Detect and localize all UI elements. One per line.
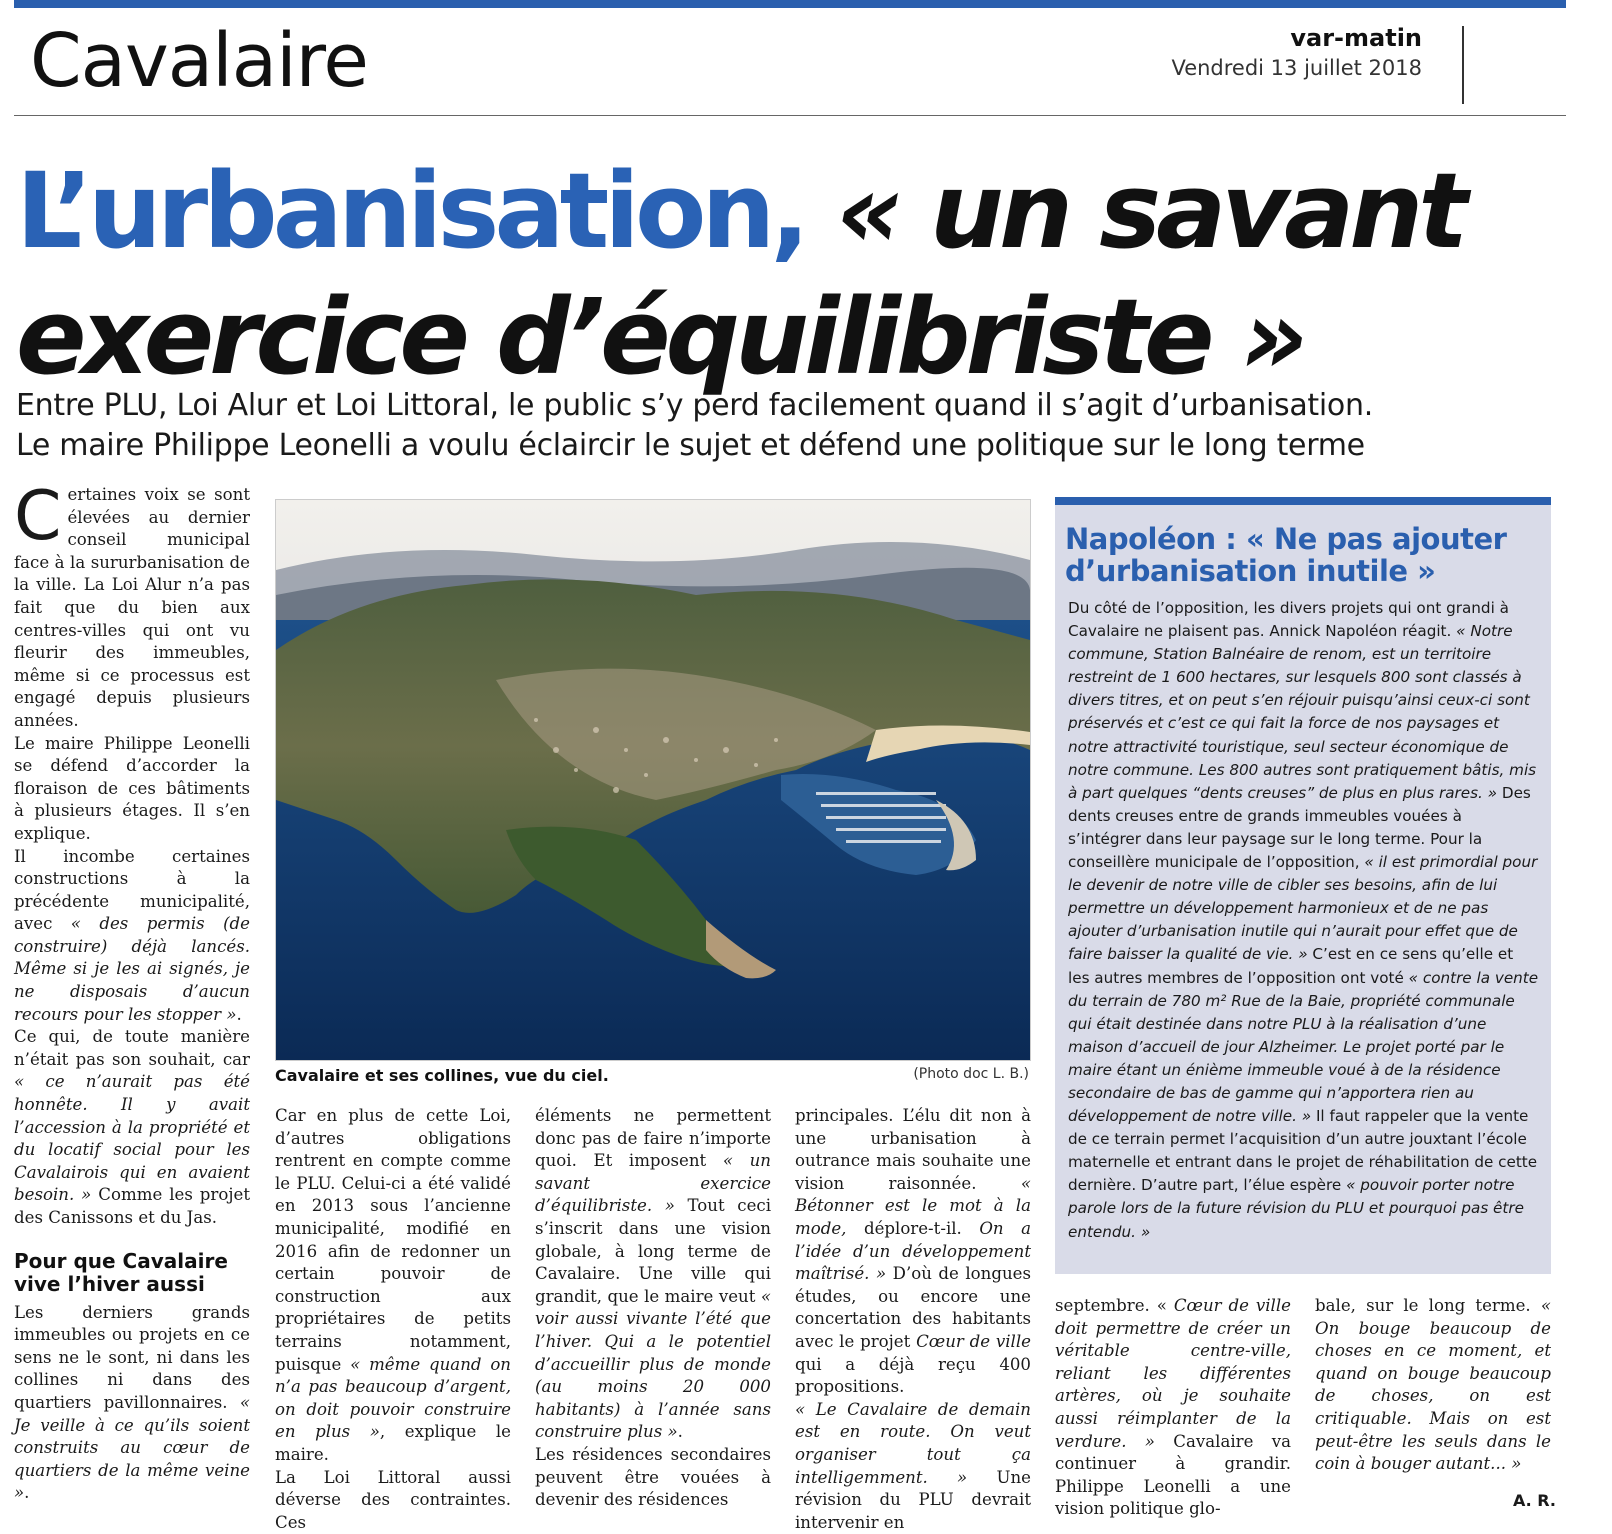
col5-paragraph-1 — [1055, 1295, 1291, 1521]
aerial-photo-illustration — [276, 500, 1030, 1060]
section-title: Cavalaire — [30, 18, 368, 104]
text-run: . — [236, 1005, 241, 1024]
col1-paragraph-3 — [14, 846, 250, 1027]
quote-run: « ce n’aurait pas été honnête. Il y avait l’accession à la propriété et du locatif social pour les Cavalairois qui en avaient besoin. » — [14, 1072, 250, 1204]
text-run: Les derniers grands immeubles ou projets en ce sens ne le sont, ni dans les collines ni dans des quartiers pavillonnaires. — [14, 1303, 250, 1412]
quote-run: « Le Cavalaire de demain est en route. On veut organiser tout ça intelligemment. » — [795, 1400, 1031, 1487]
top-accent-bar — [14, 0, 1566, 8]
aerial-photo — [275, 499, 1031, 1061]
masthead — [1171, 24, 1422, 80]
headline — [16, 148, 1576, 400]
text-run: D’où de longues études, ou encore une concertation des habitants avec le projet — [795, 1264, 1031, 1351]
sidebar-title: Napoléon : « Ne pas ajouter d’urbanisation inutile » — [1065, 523, 1551, 587]
text-run: qui a déjà reçu 400 propositions. — [795, 1355, 1031, 1397]
quote-run: « Notre commune, Station Balnéaire de renom, est un territoire restreint de 1 600 hectares, sur lesquels 800 sont classés à divers titres, et on peut s’en réjouir puisqu’ainsi ceux-ci sont préservés et c’est ce qui fait la force de nos paysages et notre attractivité touristique, seul secteur économique de notre commune. Les 800 autres sont pratiquement bâtis, mis à part quelques “dents creuses” de plus en plus rares. » — [1068, 622, 1536, 802]
photo-caption-block — [275, 1066, 1029, 1085]
article-column-6 — [1315, 1295, 1551, 1476]
article-column-2 — [275, 1105, 511, 1534]
quote-run: « voir aussi vivante l’été que l’hiver. Qui a le potentiel d’accueillir plus de monde (au moins 20 000 habitants) à l’année sans construire plus » — [535, 1287, 771, 1442]
text-run: . — [678, 1422, 683, 1441]
col3-paragraph-2: Les résidences secondaires peuvent être vouées à devenir des résidences — [535, 1444, 771, 1512]
drop-cap: C — [14, 488, 61, 546]
newspaper-name: var-matin — [1171, 24, 1422, 52]
quote-run: « des permis (de construire) déjà lancés. Même si je les ai signés, je ne disposais d’aucun recours pour les stopper » — [14, 914, 250, 1023]
quote-run: « On bouge beaucoup de choses en ce moment, et quand on bouge beaucoup de choses, on est critiquable. Mais on est peut-être les seuls dans le coin à bouger autant... » — [1315, 1296, 1551, 1473]
col2-paragraph-1 — [275, 1105, 511, 1467]
text-run: Il incombe certaines constructions à la précédente municipalité, avec — [14, 847, 250, 934]
text-run: Une révision du PLU devrait intervenir en — [795, 1468, 1031, 1532]
col4-paragraph-1 — [795, 1105, 1031, 1399]
text-run: bale, sur le long terme. — [1315, 1296, 1541, 1315]
col3-paragraph-1 — [535, 1105, 771, 1444]
text-run: Cavalaire va continuer à grandir. Philippe Leonelli a une vision politique glo- — [1055, 1432, 1291, 1519]
text-run: . — [24, 1483, 29, 1502]
col2-paragraph-2: La Loi Littoral aussi déverse des contraintes. Ces — [275, 1467, 511, 1534]
col1-paragraph-1: ertaines voix se sont élevées au dernier conseil municipal face à la sururbanisation de la ville. La Loi Alur n’a pas fait que du bien aux centres-villes qui ont vu fleurir des immeubles, même si ce processus est engagé depuis plusieurs années. — [14, 485, 250, 730]
header-rule — [14, 115, 1566, 116]
deck-line-2: Le maire Philippe Leonelli a voulu éclaircir le sujet et défend une politique sur le long terme — [16, 426, 1596, 466]
text-run: déplore-t-il. — [846, 1219, 979, 1238]
quote-run: Cœur de ville doit permettre de créer un véritable centre-ville, reliant les différentes artères, où je souhaite aussi réimplanter de la verdure. » — [1055, 1296, 1291, 1451]
opposition-sidebar — [1055, 497, 1551, 1274]
photo-caption: Cavalaire et ses collines, vue du ciel. — [275, 1066, 609, 1085]
col6-paragraph-1 — [1315, 1295, 1551, 1476]
article-column-4 — [795, 1105, 1031, 1534]
article-deck — [16, 386, 1596, 466]
text-run: Ce qui, de toute manière n’était pas son souhait, car — [14, 1027, 250, 1069]
text-run: éléments ne permettent donc pas de faire n’importe quoi. Et imposent — [535, 1106, 771, 1170]
col1-paragraph-2: Le maire Philippe Leonelli se défend d’accorder la floraison de ces bâtiments à plusieurs étages. Il s’en explique. — [14, 733, 250, 846]
text-run: C’est en ce sens qu’elle et les autres membres de l’opposition ont voté — [1068, 945, 1513, 986]
text-run: Du côté de l’opposition, les divers projets qui ont grandi à Cavalaire ne plaisent pas. Annick Napoléon réagit. — [1068, 599, 1509, 640]
col4-paragraph-2 — [795, 1399, 1031, 1534]
quote-run: « contre la vente du terrain de 780 m² Rue de la Baie, propriété communale qui était destinée dans notre PLU à la réalisation d’une maison d’accueil de jour Alzheimer. Le projet porté par le maire étant un énième immeuble voué à de la résidence secondaire de bas de gamme qui n’apportera rien au développement de notre ville. » — [1068, 969, 1538, 1126]
text-run: Car en plus de cette Loi, d’autres obligations rentrent en compte comme le PLU. Celui-ci a été validé en 2013 sous l’ancienne municipalité, modifié en 2016 afin de redonner un certain pouvoir de construction aux propriétaires de petits terrains notamment, puisque — [275, 1106, 511, 1374]
quote-run: On a l’idée d’un développement maîtrisé. » — [795, 1219, 1031, 1283]
article-column-5 — [1055, 1295, 1291, 1521]
headline-quote: « un savant exercice d’équilibriste » — [16, 150, 1463, 398]
quote-run: « pouvoir porter notre parole lors de la future révision du PLU et pourquoi pas être entendu. » — [1068, 1176, 1524, 1240]
text-run: Des dents creuses entre de grands immeubles vouées à s’intégrer dans leur paysage sur le long terme. Pour la conseillère municipale de l’opposition, — [1068, 784, 1531, 871]
quote-run: « Bétonner est le mot à la mode, — [795, 1174, 1031, 1238]
sidebar-accent-bar — [1055, 497, 1551, 505]
text-run: , explique le maire. — [275, 1422, 511, 1464]
quote-run: « il est primordial pour le devenir de notre ville de cibler ses besoins, afin de lui permettre un développement harmonieux et de ne pas ajouter d’urbanisation inutile qui n’aurait pour effet que de faire baisser la qualité de vie. » — [1068, 853, 1537, 963]
text-run: Tout ceci s’inscrit dans une vision globale, à long terme de Cavalaire. Une ville qui grandit, que le maire veut — [535, 1196, 771, 1305]
subheading: Pour que Cavalaire vive l’hiver aussi — [14, 1250, 250, 1296]
quote-run: Cœur de ville — [916, 1332, 1031, 1351]
article-column-3 — [535, 1105, 771, 1512]
text-run: principales. L’élu dit non à une urbanisation à outrance mais souhaite une vision raisonnée. — [795, 1106, 1031, 1193]
col1-paragraph-5 — [14, 1302, 250, 1505]
sidebar-text — [1068, 597, 1539, 1244]
text-run: septembre. « — [1055, 1296, 1174, 1315]
headline-keyword: L’urbanisation, — [16, 150, 805, 272]
quote-run: « Je veille à ce qu’ils soient construits au cœur de quartiers de la même veine » — [14, 1393, 250, 1502]
photo-credit: (Photo doc L. B.) — [913, 1066, 1029, 1082]
text-run: Il faut rappeler que la vente de ce terrain permet l’acquisition d’un autre jouxtant l’école maternelle et entrant dans le projet de réhabilitation de cette dernière. D’autre part, l’élue espère — [1068, 1107, 1537, 1194]
author-signature: A. R. — [1513, 1491, 1556, 1510]
publication-date: Vendredi 13 juillet 2018 — [1171, 56, 1422, 80]
quote-run: « même quand on n’a pas beaucoup d’argent, on doit pouvoir construire en plus » — [275, 1355, 511, 1442]
article-column-1 — [14, 484, 250, 1505]
quote-run: « un savant exercice d’équilibriste. » — [535, 1151, 771, 1215]
masthead-divider — [1462, 26, 1464, 104]
text-run: Comme les projet des Canissons et du Jas. — [14, 1185, 250, 1227]
col1-paragraph-4 — [14, 1026, 250, 1229]
deck-line-1: Entre PLU, Loi Alur et Loi Littoral, le public s’y perd facilement quand il s’agit d’urbanisation. — [16, 386, 1596, 426]
